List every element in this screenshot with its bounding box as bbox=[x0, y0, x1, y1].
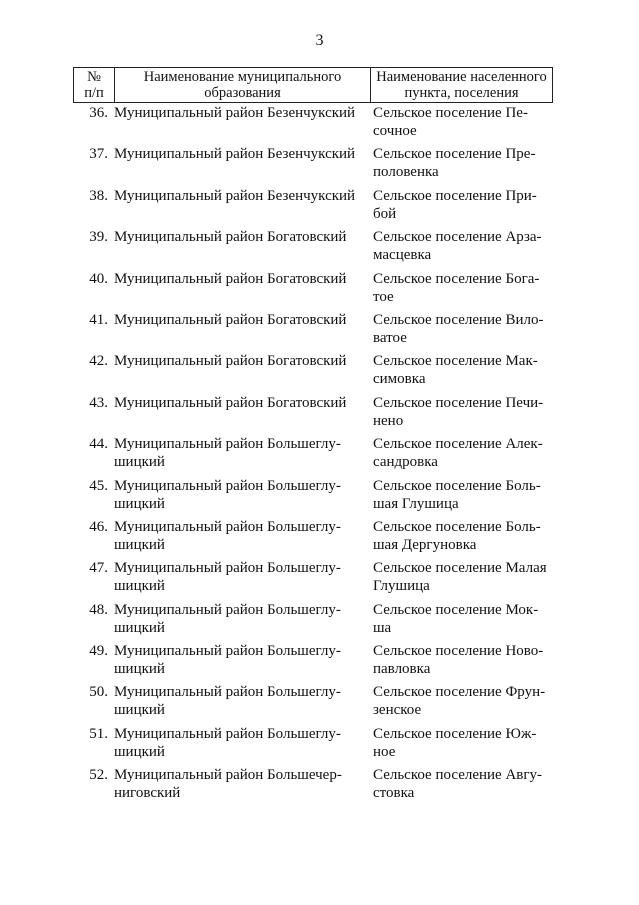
table-row bbox=[0, 683, 639, 724]
municipality-line: Муниципальный район Большеглу- bbox=[114, 643, 341, 660]
municipality-line: шицкий bbox=[114, 536, 165, 553]
table-row bbox=[0, 435, 639, 476]
row-number: 42. bbox=[89, 353, 108, 370]
settlement-line: сочное bbox=[373, 123, 417, 139]
settlement-line: Сельское поселение Алек- bbox=[373, 436, 543, 453]
municipality-name bbox=[114, 352, 366, 370]
row-number: 44. bbox=[89, 436, 108, 453]
municipality-line: Муниципальный район Богатовский bbox=[114, 270, 347, 287]
table-row bbox=[0, 270, 639, 311]
municipality-line: шицкий bbox=[114, 578, 165, 595]
row-number: 48. bbox=[89, 601, 108, 618]
settlement-name bbox=[373, 104, 555, 140]
settlement-line: Сельское поселение Пре- bbox=[373, 146, 536, 163]
settlement-line: павловка bbox=[373, 661, 431, 678]
header-col-settlement-line: пункта, поселения bbox=[404, 85, 519, 101]
row-number: 40. bbox=[89, 270, 108, 287]
row-number: 47. bbox=[89, 560, 108, 577]
municipality-line: Муниципальный район Безенчукский bbox=[114, 105, 356, 121]
header-col-settlement bbox=[371, 68, 553, 103]
header-col-num-line: № bbox=[87, 69, 101, 85]
table-row bbox=[0, 559, 639, 600]
table-row bbox=[0, 766, 639, 807]
table-row bbox=[0, 477, 639, 518]
table-row bbox=[0, 642, 639, 683]
settlement-line: зенское bbox=[373, 702, 422, 719]
settlement-line: сандровка bbox=[373, 454, 438, 471]
table-row bbox=[0, 601, 639, 642]
municipality-line: Муниципальный район Большеглу- bbox=[114, 684, 341, 701]
header-col-num bbox=[74, 68, 115, 103]
municipality-line: шицкий bbox=[114, 454, 165, 471]
settlement-line: бой bbox=[373, 205, 397, 222]
settlement-line: Глушица bbox=[373, 578, 430, 595]
table-row bbox=[0, 311, 639, 352]
settlement-line: масцевка bbox=[373, 247, 432, 264]
table-row bbox=[0, 104, 639, 145]
municipality-name bbox=[114, 766, 366, 802]
settlement-line: Сельское поселение Печи- bbox=[373, 394, 544, 411]
settlement-name bbox=[373, 228, 555, 264]
settlement-line: ное bbox=[373, 743, 396, 760]
settlement-name bbox=[373, 477, 555, 513]
settlement-name bbox=[373, 766, 555, 802]
row-number: 36. bbox=[89, 105, 108, 121]
municipality-name bbox=[114, 518, 366, 554]
table-row bbox=[0, 228, 639, 269]
row-number: 41. bbox=[89, 311, 108, 328]
municipality-name bbox=[114, 601, 366, 637]
municipality-name bbox=[114, 435, 366, 471]
municipality-name bbox=[114, 187, 366, 205]
row-number: 50. bbox=[89, 684, 108, 701]
municipality-name bbox=[114, 477, 366, 513]
settlement-name bbox=[373, 394, 555, 430]
row-number: 49. bbox=[89, 643, 108, 660]
municipality-line: Муниципальный район Богатовский bbox=[114, 353, 347, 370]
settlement-name bbox=[373, 559, 555, 595]
header-col-municipality bbox=[115, 68, 371, 103]
header-col-num-line: п/п bbox=[84, 85, 104, 101]
municipality-line: Муниципальный район Большеглу- bbox=[114, 560, 341, 577]
row-number: 39. bbox=[89, 229, 108, 246]
settlement-line: половенка bbox=[373, 164, 439, 181]
settlement-line: стовка bbox=[373, 785, 415, 802]
settlement-line: шая Дергуновка bbox=[373, 536, 477, 553]
table-row bbox=[0, 187, 639, 228]
settlement-line: Сельское поселение Юж- bbox=[373, 725, 537, 742]
row-number: 37. bbox=[89, 146, 108, 163]
municipality-name bbox=[114, 642, 366, 678]
settlement-line: ватое bbox=[373, 329, 407, 346]
settlement-line: Сельское поселение Вило- bbox=[373, 311, 544, 328]
settlement-line: Сельское поселение Арза- bbox=[373, 229, 542, 246]
header-col-settlement-line: Наименование населенного bbox=[376, 69, 547, 85]
settlement-line: Сельское поселение Малая bbox=[373, 560, 547, 577]
settlement-name bbox=[373, 352, 555, 388]
municipality-name bbox=[114, 559, 366, 595]
settlement-line: Сельское поселение Бога- bbox=[373, 270, 540, 287]
settlement-line: Сельское поселение Фрун- bbox=[373, 684, 546, 701]
table-header bbox=[73, 67, 553, 103]
municipality-line: Муниципальный район Безенчукский bbox=[114, 146, 356, 163]
row-number: 52. bbox=[89, 767, 108, 784]
header-row bbox=[74, 68, 553, 103]
table-body bbox=[0, 104, 639, 808]
page-number: 3 bbox=[315, 32, 324, 49]
municipality-line: шицкий bbox=[114, 495, 165, 512]
row-number: 51. bbox=[89, 725, 108, 742]
settlement-name bbox=[373, 642, 555, 678]
table-row bbox=[0, 145, 639, 186]
settlement-line: Сельское поселение Пе- bbox=[373, 105, 528, 121]
row-number: 43. bbox=[89, 394, 108, 411]
row-number: 46. bbox=[89, 518, 108, 535]
settlement-line: шая Глушица bbox=[373, 495, 459, 512]
municipality-line: Муниципальный район Большечер- bbox=[114, 767, 342, 784]
table-row bbox=[0, 725, 639, 766]
municipality-line: шицкий bbox=[114, 619, 165, 636]
municipality-name bbox=[114, 725, 366, 761]
settlement-name bbox=[373, 518, 555, 554]
settlement-line: тое bbox=[373, 288, 394, 305]
settlement-line: симовка bbox=[373, 371, 426, 388]
municipality-line: Муниципальный район Большеглу- bbox=[114, 436, 341, 453]
header-col-municipality-line: образования bbox=[204, 85, 281, 101]
municipality-line: Муниципальный район Богатовский bbox=[114, 311, 347, 328]
municipality-name bbox=[114, 270, 366, 288]
table-row bbox=[0, 518, 639, 559]
municipality-name bbox=[114, 145, 366, 163]
municipality-line: шицкий bbox=[114, 702, 165, 719]
settlement-line: Сельское поселение При- bbox=[373, 187, 537, 204]
municipality-name bbox=[114, 683, 366, 719]
settlement-name bbox=[373, 187, 555, 223]
municipality-line: Муниципальный район Большеглу- bbox=[114, 725, 341, 742]
municipality-line: Муниципальный район Богатовский bbox=[114, 394, 347, 411]
municipality-line: Муниципальный район Безенчукский bbox=[114, 187, 356, 204]
municipality-name bbox=[114, 394, 366, 412]
row-number: 45. bbox=[89, 477, 108, 494]
settlement-name bbox=[373, 683, 555, 719]
settlement-line: Сельское поселение Ново- bbox=[373, 643, 544, 660]
settlement-line: Сельское поселение Мок- bbox=[373, 601, 539, 618]
header-col-municipality-line: Наименование муниципального bbox=[143, 69, 342, 85]
settlement-line: ша bbox=[373, 619, 392, 636]
municipality-line: ниговский bbox=[114, 785, 181, 802]
settlement-line: Сельское поселение Авгу- bbox=[373, 767, 543, 784]
table-row bbox=[0, 394, 639, 435]
municipality-line: Муниципальный район Большеглу- bbox=[114, 477, 341, 494]
municipality-line: шицкий bbox=[114, 743, 165, 760]
municipality-name bbox=[114, 104, 366, 122]
settlement-line: Сельское поселение Мак- bbox=[373, 353, 538, 370]
municipality-name bbox=[114, 228, 366, 246]
settlement-line: Сельское поселение Боль- bbox=[373, 518, 541, 535]
settlement-line: нено bbox=[373, 412, 404, 429]
municipality-line: Муниципальный район Богатовский bbox=[114, 229, 347, 246]
table-row bbox=[0, 352, 639, 393]
settlement-name bbox=[373, 311, 555, 347]
settlement-line: Сельское поселение Боль- bbox=[373, 477, 541, 494]
settlement-name bbox=[373, 601, 555, 637]
municipality-name bbox=[114, 311, 366, 329]
municipality-line: Муниципальный район Большеглу- bbox=[114, 518, 341, 535]
settlement-name bbox=[373, 725, 555, 761]
municipality-line: шицкий bbox=[114, 661, 165, 678]
settlement-name bbox=[373, 270, 555, 306]
settlement-name bbox=[373, 145, 555, 181]
settlement-name bbox=[373, 435, 555, 471]
row-number: 38. bbox=[89, 187, 108, 204]
municipality-line: Муниципальный район Большеглу- bbox=[114, 601, 341, 618]
